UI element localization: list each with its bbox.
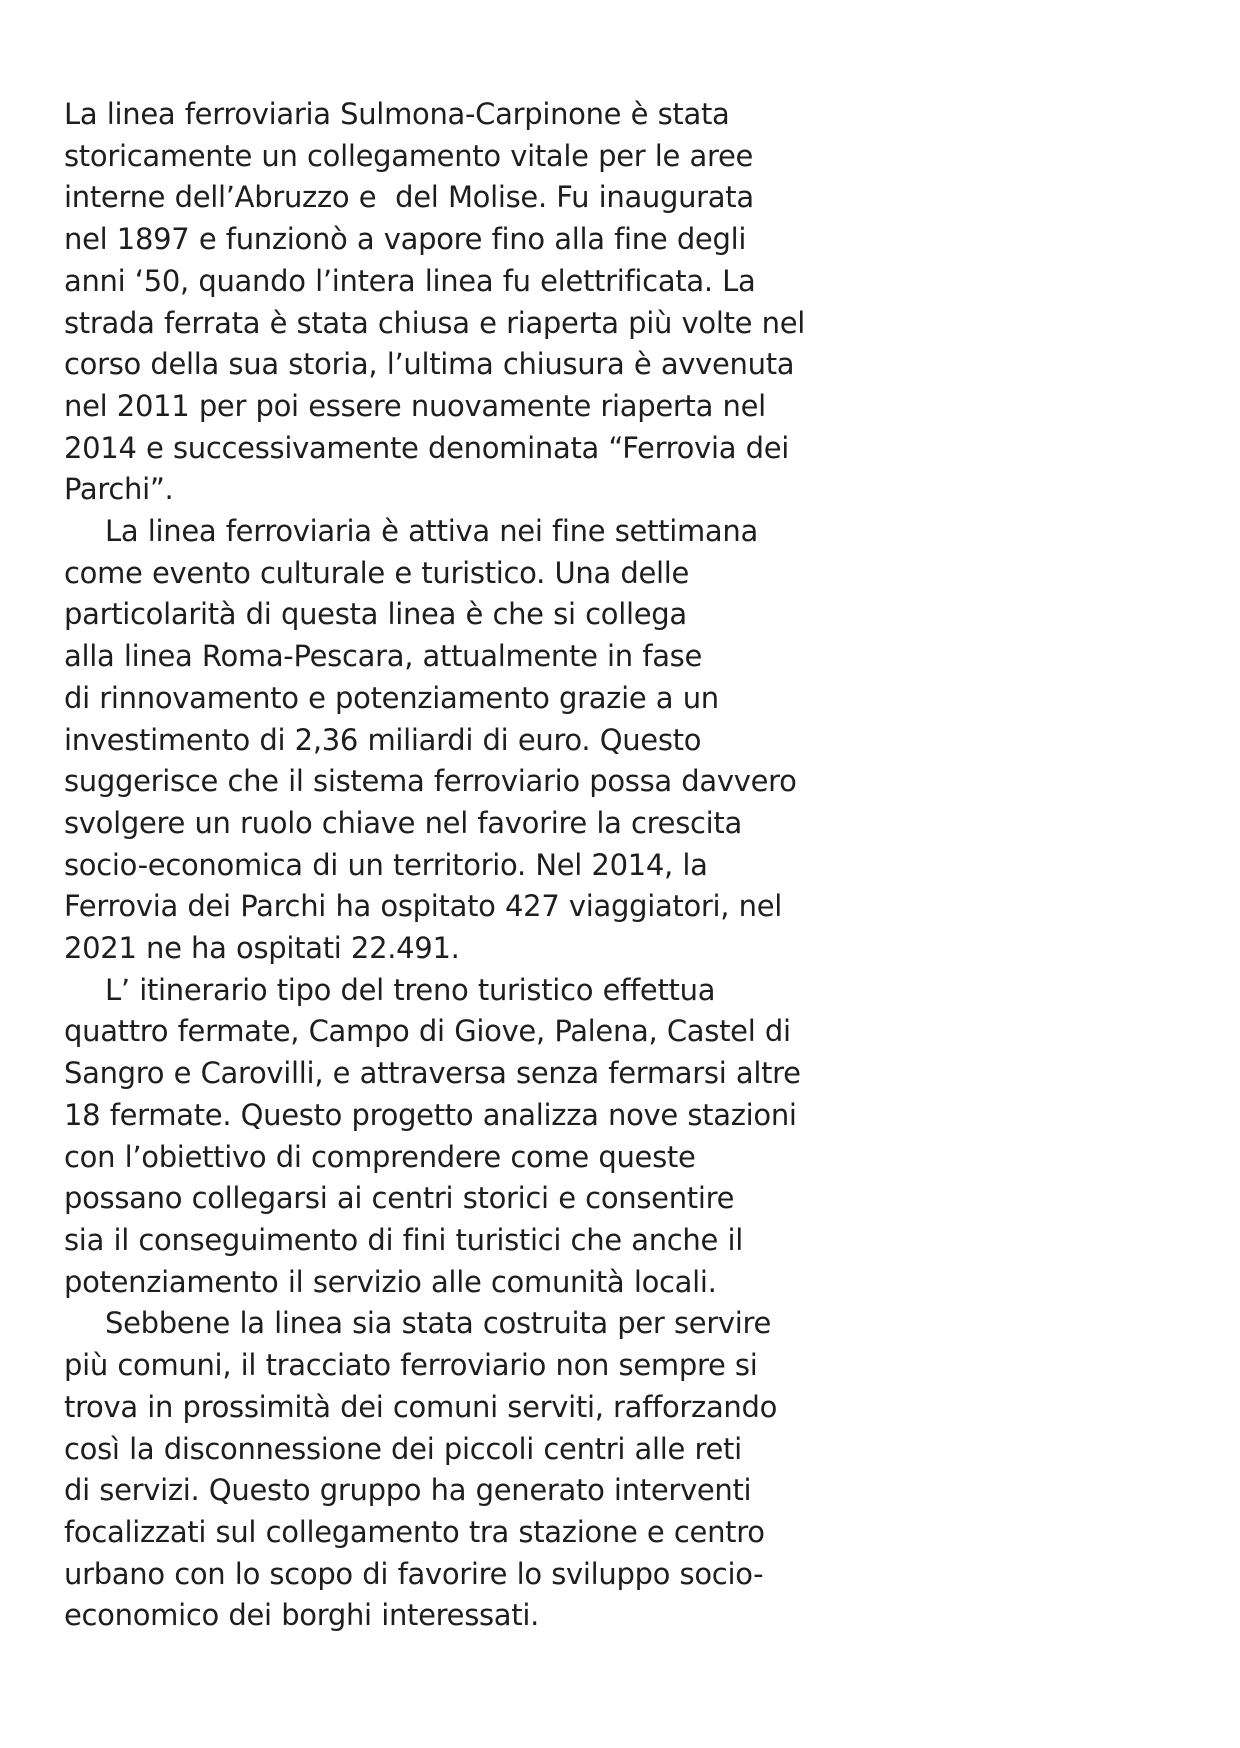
- text-line: trova in prossimità dei comuni serviti, rafforzando: [64, 1389, 778, 1424]
- text-line: svolgere un ruolo chiave nel favorire la crescita: [64, 805, 742, 840]
- text-line: nel 1897 e funzionò a vapore fino alla fine degli: [64, 222, 747, 257]
- text-line: quattro fermate, Campo di Giove, Palena, Castel di: [64, 1014, 791, 1049]
- text-line: nel 2011 per poi essere nuovamente riaperta nel: [64, 388, 766, 423]
- text-line: focalizzati sul collegamento tra stazione e centro: [64, 1514, 765, 1549]
- text-line: più comuni, il tracciato ferroviario non sempre si: [64, 1348, 758, 1383]
- paragraph-4: [64, 1303, 824, 1637]
- paragraph-3: [64, 970, 824, 1304]
- text-line: Sangro e Carovilli, e attraversa senza fermarsi altre: [64, 1056, 801, 1091]
- text-line: di servizi. Questo gruppo ha generato interventi: [64, 1473, 752, 1508]
- text-line: con l’obiettivo di comprendere come queste: [64, 1139, 696, 1174]
- text-line: socio-economica di un territorio. Nel 2014, la: [64, 847, 708, 882]
- text-line: suggerisce che il sistema ferroviario possa davvero: [64, 764, 797, 799]
- text-line: particolarità di questa linea è che si collega: [64, 597, 687, 632]
- text-line: urbano con lo scopo di favorire lo sviluppo socio-: [64, 1556, 764, 1591]
- text-line: 18 fermate. Questo progetto analizza nove stazioni: [64, 1097, 797, 1132]
- paragraph-1: [64, 94, 824, 511]
- body-text: [64, 94, 824, 1637]
- text-line: strada ferrata è stata chiusa e riaperta più volte nel: [64, 305, 805, 340]
- text-line: storicamente un collegamento vitale per le aree: [64, 138, 754, 173]
- text-line: come evento culturale e turistico. Una delle: [64, 555, 690, 590]
- text-line: interne dell’Abruzzo e del Molise. Fu inaugurata: [64, 180, 754, 215]
- text-line: economico dei borghi interessati.: [64, 1598, 540, 1633]
- text-line: anni ‘50, quando l’intera linea fu elettrificata. La: [64, 263, 756, 298]
- text-line: possano collegarsi ai centri storici e consentire: [64, 1181, 735, 1216]
- text-line: L’ itinerario tipo del treno turistico effettua: [105, 972, 716, 1007]
- text-line: Sebbene la linea sia stata costruita per servire: [105, 1306, 772, 1341]
- text-line: La linea ferroviaria è attiva nei fine settimana: [105, 514, 758, 549]
- text-line: 2014 e successivamente denominata “Ferrovia dei: [64, 430, 790, 465]
- text-line: Ferrovia dei Parchi ha ospitato 427 viaggiatori, nel: [64, 889, 783, 924]
- text-line: Parchi”.: [64, 472, 174, 507]
- text-line: 2021 ne ha ospitati 22.491.: [64, 931, 460, 966]
- paragraph-2: [64, 511, 824, 970]
- text-line: alla linea Roma-Pescara, attualmente in fase: [64, 639, 703, 674]
- text-line: potenziamento il servizio alle comunità locali.: [64, 1264, 717, 1299]
- text-line: corso della sua storia, l’ultima chiusura è avvenuta: [64, 347, 795, 382]
- text-line: così la disconnessione dei piccoli centri alle reti: [64, 1431, 742, 1466]
- text-line: di rinnovamento e potenziamento grazie a un: [64, 680, 719, 715]
- text-line: La linea ferroviaria Sulmona-Carpinone è stata: [64, 97, 730, 131]
- text-line: sia il conseguimento di fini turistici che anche il: [64, 1222, 743, 1257]
- text-line: investimento di 2,36 miliardi di euro. Questo: [64, 722, 702, 757]
